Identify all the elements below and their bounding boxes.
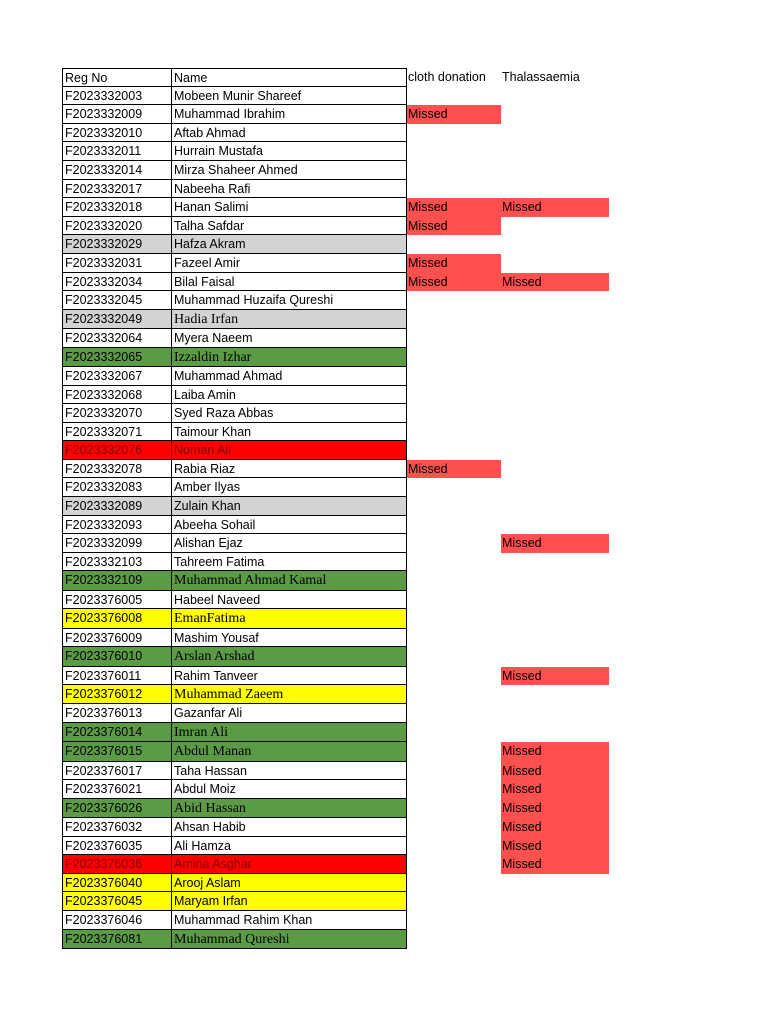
- reg-no-cell[interactable]: F2023332049: [62, 310, 172, 329]
- reg-no-cell[interactable]: F2023376014: [62, 723, 172, 742]
- cloth-donation-cell[interactable]: [407, 291, 501, 310]
- name-cell[interactable]: Taimour Khan: [172, 423, 407, 442]
- thalassaemia-cell[interactable]: [501, 441, 609, 460]
- name-cell[interactable]: Arslan Arshad: [172, 647, 407, 666]
- reg-no-cell[interactable]: F2023332103: [62, 553, 172, 572]
- thalassaemia-cell[interactable]: Missed: [501, 762, 609, 781]
- cloth-donation-cell[interactable]: [407, 87, 501, 106]
- cloth-donation-cell[interactable]: [407, 441, 501, 460]
- name-cell[interactable]: Noman Ali: [172, 441, 407, 460]
- thalassaemia-cell[interactable]: Missed: [501, 855, 609, 874]
- name-cell[interactable]: Ahsan Habib: [172, 818, 407, 837]
- name-cell[interactable]: Muhammad Ahmad: [172, 367, 407, 386]
- name-cell[interactable]: Hafza Akram: [172, 235, 407, 254]
- reg-no-cell[interactable]: F2023376010: [62, 647, 172, 666]
- reg-no-cell[interactable]: F2023376040: [62, 874, 172, 893]
- cloth-donation-cell[interactable]: [407, 386, 501, 405]
- thalassaemia-cell[interactable]: Missed: [501, 534, 609, 553]
- name-cell[interactable]: Abdul Moiz: [172, 780, 407, 799]
- reg-no-cell[interactable]: F2023332003: [62, 87, 172, 106]
- thalassaemia-cell[interactable]: [501, 404, 609, 423]
- reg-no-cell[interactable]: F2023376005: [62, 591, 172, 610]
- reg-no-cell[interactable]: F2023332014: [62, 161, 172, 180]
- cloth-donation-cell[interactable]: [407, 348, 501, 367]
- name-cell[interactable]: Hadia Irfan: [172, 310, 407, 329]
- reg-no-cell[interactable]: F2023376021: [62, 780, 172, 799]
- reg-no-cell[interactable]: F2023376032: [62, 818, 172, 837]
- reg-no-cell[interactable]: F2023332070: [62, 404, 172, 423]
- cloth-donation-cell[interactable]: [407, 478, 501, 497]
- thalassaemia-cell[interactable]: [501, 124, 609, 143]
- cloth-donation-cell[interactable]: [407, 423, 501, 442]
- reg-no-cell[interactable]: F2023332029: [62, 235, 172, 254]
- name-cell[interactable]: Mobeen Munir Shareef: [172, 87, 407, 106]
- thalassaemia-cell[interactable]: [501, 329, 609, 348]
- name-cell[interactable]: Muhammad Ibrahim: [172, 105, 407, 124]
- name-cell[interactable]: Muhammad Huzaifa Qureshi: [172, 291, 407, 310]
- name-cell[interactable]: Habeel Naveed: [172, 591, 407, 610]
- thalassaemia-cell[interactable]: [501, 386, 609, 405]
- header-reg-no[interactable]: Reg No: [62, 68, 172, 87]
- cloth-donation-cell[interactable]: [407, 124, 501, 143]
- thalassaemia-cell[interactable]: [501, 87, 609, 106]
- cloth-donation-cell[interactable]: [407, 497, 501, 516]
- thalassaemia-cell[interactable]: [501, 930, 609, 949]
- cloth-donation-cell[interactable]: [407, 235, 501, 254]
- thalassaemia-cell[interactable]: [501, 497, 609, 516]
- name-cell[interactable]: Maryam Irfan: [172, 892, 407, 911]
- header-thalassaemia[interactable]: Thalassaemia: [502, 70, 580, 84]
- cloth-donation-cell[interactable]: [407, 874, 501, 893]
- cloth-donation-cell[interactable]: [407, 667, 501, 686]
- reg-no-cell[interactable]: F2023376045: [62, 892, 172, 911]
- thalassaemia-cell[interactable]: [501, 516, 609, 535]
- thalassaemia-cell[interactable]: [501, 478, 609, 497]
- cloth-donation-cell[interactable]: [407, 571, 501, 590]
- name-cell[interactable]: Arooj Aslam: [172, 874, 407, 893]
- reg-no-cell[interactable]: F2023376011: [62, 667, 172, 686]
- cloth-donation-cell[interactable]: Missed: [407, 217, 501, 236]
- thalassaemia-cell[interactable]: Missed: [501, 837, 609, 856]
- reg-no-cell[interactable]: F2023332034: [62, 273, 172, 292]
- cloth-donation-cell[interactable]: [407, 142, 501, 161]
- thalassaemia-cell[interactable]: [501, 254, 609, 273]
- name-cell[interactable]: Taha Hassan: [172, 762, 407, 781]
- thalassaemia-cell[interactable]: [501, 874, 609, 893]
- name-cell[interactable]: Rahim Tanveer: [172, 667, 407, 686]
- thalassaemia-cell[interactable]: Missed: [501, 742, 609, 761]
- reg-no-cell[interactable]: F2023332065: [62, 348, 172, 367]
- cloth-donation-cell[interactable]: [407, 799, 501, 818]
- cloth-donation-cell[interactable]: [407, 647, 501, 666]
- cloth-donation-cell[interactable]: [407, 591, 501, 610]
- thalassaemia-cell[interactable]: [501, 571, 609, 590]
- thalassaemia-cell[interactable]: [501, 723, 609, 742]
- name-cell[interactable]: Aftab Ahmad: [172, 124, 407, 143]
- thalassaemia-cell[interactable]: [501, 180, 609, 199]
- thalassaemia-cell[interactable]: [501, 142, 609, 161]
- name-cell[interactable]: EmanFatima: [172, 609, 407, 628]
- name-cell[interactable]: Syed Raza Abbas: [172, 404, 407, 423]
- thalassaemia-cell[interactable]: [501, 647, 609, 666]
- cloth-donation-cell[interactable]: [407, 180, 501, 199]
- header-name[interactable]: Name: [172, 68, 407, 87]
- name-cell[interactable]: Hurrain Mustafa: [172, 142, 407, 161]
- header-cloth-donation[interactable]: cloth donation: [408, 70, 486, 84]
- name-cell[interactable]: Zulain Khan: [172, 497, 407, 516]
- name-cell[interactable]: Muhammad Qureshi: [172, 930, 407, 949]
- thalassaemia-cell[interactable]: Missed: [501, 780, 609, 799]
- reg-no-cell[interactable]: F2023332089: [62, 497, 172, 516]
- cloth-donation-cell[interactable]: Missed: [407, 105, 501, 124]
- reg-no-cell[interactable]: F2023376009: [62, 629, 172, 648]
- thalassaemia-cell[interactable]: [501, 685, 609, 704]
- cloth-donation-cell[interactable]: [407, 742, 501, 761]
- name-cell[interactable]: Muhammad Zaeem: [172, 685, 407, 704]
- thalassaemia-cell[interactable]: Missed: [501, 818, 609, 837]
- name-cell[interactable]: Rabia Riaz: [172, 460, 407, 479]
- name-cell[interactable]: Nabeeha Rafi: [172, 180, 407, 199]
- cloth-donation-cell[interactable]: Missed: [407, 254, 501, 273]
- name-cell[interactable]: Gazanfar Ali: [172, 704, 407, 723]
- cloth-donation-cell[interactable]: Missed: [407, 198, 501, 217]
- cloth-donation-cell[interactable]: [407, 609, 501, 628]
- reg-no-cell[interactable]: F2023376046: [62, 911, 172, 930]
- reg-no-cell[interactable]: F2023376015: [62, 742, 172, 761]
- reg-no-cell[interactable]: F2023332018: [62, 198, 172, 217]
- reg-no-cell[interactable]: F2023332093: [62, 516, 172, 535]
- reg-no-cell[interactable]: F2023376017: [62, 762, 172, 781]
- cloth-donation-cell[interactable]: [407, 367, 501, 386]
- name-cell[interactable]: Mirza Shaheer Ahmed: [172, 161, 407, 180]
- cloth-donation-cell[interactable]: Missed: [407, 273, 501, 292]
- reg-no-cell[interactable]: F2023332083: [62, 478, 172, 497]
- name-cell[interactable]: Abdul Manan: [172, 742, 407, 761]
- name-cell[interactable]: Alishan Ejaz: [172, 534, 407, 553]
- name-cell[interactable]: Abeeha Sohail: [172, 516, 407, 535]
- reg-no-cell[interactable]: F2023376036: [62, 855, 172, 874]
- cloth-donation-cell[interactable]: [407, 930, 501, 949]
- name-cell[interactable]: Mashim Yousaf: [172, 629, 407, 648]
- reg-no-cell[interactable]: F2023376013: [62, 704, 172, 723]
- thalassaemia-cell[interactable]: [501, 591, 609, 610]
- thalassaemia-cell[interactable]: Missed: [501, 198, 609, 217]
- cloth-donation-cell[interactable]: [407, 534, 501, 553]
- reg-no-cell[interactable]: F2023332010: [62, 124, 172, 143]
- thalassaemia-cell[interactable]: [501, 704, 609, 723]
- name-cell[interactable]: Abid Hassan: [172, 799, 407, 818]
- reg-no-cell[interactable]: F2023332067: [62, 367, 172, 386]
- reg-no-cell[interactable]: F2023332068: [62, 386, 172, 405]
- thalassaemia-cell[interactable]: [501, 460, 609, 479]
- reg-no-cell[interactable]: F2023332031: [62, 254, 172, 273]
- thalassaemia-cell[interactable]: [501, 235, 609, 254]
- cloth-donation-cell[interactable]: [407, 329, 501, 348]
- reg-no-cell[interactable]: F2023332011: [62, 142, 172, 161]
- cloth-donation-cell[interactable]: [407, 704, 501, 723]
- thalassaemia-cell[interactable]: [501, 291, 609, 310]
- cloth-donation-cell[interactable]: Missed: [407, 460, 501, 479]
- name-cell[interactable]: Amber Ilyas: [172, 478, 407, 497]
- name-cell[interactable]: Fazeel Amir: [172, 254, 407, 273]
- name-cell[interactable]: Bilal Faisal: [172, 273, 407, 292]
- name-cell[interactable]: Izzaldin Izhar: [172, 348, 407, 367]
- thalassaemia-cell[interactable]: [501, 911, 609, 930]
- thalassaemia-cell[interactable]: Missed: [501, 273, 609, 292]
- reg-no-cell[interactable]: F2023376008: [62, 609, 172, 628]
- reg-no-cell[interactable]: F2023376012: [62, 685, 172, 704]
- cloth-donation-cell[interactable]: [407, 553, 501, 572]
- thalassaemia-cell[interactable]: [501, 609, 609, 628]
- cloth-donation-cell[interactable]: [407, 685, 501, 704]
- name-cell[interactable]: Ali Hamza: [172, 837, 407, 856]
- thalassaemia-cell[interactable]: Missed: [501, 799, 609, 818]
- cloth-donation-cell[interactable]: [407, 762, 501, 781]
- reg-no-cell[interactable]: F2023376035: [62, 837, 172, 856]
- reg-no-cell[interactable]: F2023332045: [62, 291, 172, 310]
- name-cell[interactable]: Laiba Amin: [172, 386, 407, 405]
- name-cell[interactable]: Tahreem Fatima: [172, 553, 407, 572]
- name-cell[interactable]: Muhammad Ahmad Kamal: [172, 571, 407, 590]
- thalassaemia-cell[interactable]: [501, 105, 609, 124]
- reg-no-cell[interactable]: F2023332009: [62, 105, 172, 124]
- thalassaemia-cell[interactable]: [501, 310, 609, 329]
- reg-no-cell[interactable]: F2023332078: [62, 460, 172, 479]
- name-cell[interactable]: Talha Safdar: [172, 217, 407, 236]
- name-cell[interactable]: Imran Ali: [172, 723, 407, 742]
- reg-no-cell[interactable]: F2023332020: [62, 217, 172, 236]
- cloth-donation-cell[interactable]: [407, 911, 501, 930]
- reg-no-cell[interactable]: F2023332076: [62, 441, 172, 460]
- cloth-donation-cell[interactable]: [407, 629, 501, 648]
- thalassaemia-cell[interactable]: [501, 423, 609, 442]
- thalassaemia-cell[interactable]: [501, 217, 609, 236]
- cloth-donation-cell[interactable]: [407, 723, 501, 742]
- cloth-donation-cell[interactable]: [407, 780, 501, 799]
- cloth-donation-cell[interactable]: [407, 855, 501, 874]
- cloth-donation-cell[interactable]: [407, 310, 501, 329]
- name-cell[interactable]: Muhammad Rahim Khan: [172, 911, 407, 930]
- name-cell[interactable]: Myera Naeem: [172, 329, 407, 348]
- reg-no-cell[interactable]: F2023332099: [62, 534, 172, 553]
- cloth-donation-cell[interactable]: [407, 161, 501, 180]
- name-cell[interactable]: Hanan Salimi: [172, 198, 407, 217]
- thalassaemia-cell[interactable]: Missed: [501, 667, 609, 686]
- thalassaemia-cell[interactable]: [501, 161, 609, 180]
- reg-no-cell[interactable]: F2023376026: [62, 799, 172, 818]
- reg-no-cell[interactable]: F2023332109: [62, 571, 172, 590]
- cloth-donation-cell[interactable]: [407, 818, 501, 837]
- reg-no-cell[interactable]: F2023376081: [62, 930, 172, 949]
- name-cell[interactable]: Amina Asghar: [172, 855, 407, 874]
- cloth-donation-cell[interactable]: [407, 837, 501, 856]
- thalassaemia-cell[interactable]: [501, 629, 609, 648]
- reg-no-cell[interactable]: F2023332064: [62, 329, 172, 348]
- thalassaemia-cell[interactable]: [501, 892, 609, 911]
- reg-no-cell[interactable]: F2023332071: [62, 423, 172, 442]
- cloth-donation-cell[interactable]: [407, 516, 501, 535]
- reg-no-cell[interactable]: F2023332017: [62, 180, 172, 199]
- thalassaemia-cell[interactable]: [501, 348, 609, 367]
- cloth-donation-cell[interactable]: [407, 892, 501, 911]
- thalassaemia-cell[interactable]: [501, 553, 609, 572]
- cloth-donation-cell[interactable]: [407, 404, 501, 423]
- thalassaemia-cell[interactable]: [501, 367, 609, 386]
